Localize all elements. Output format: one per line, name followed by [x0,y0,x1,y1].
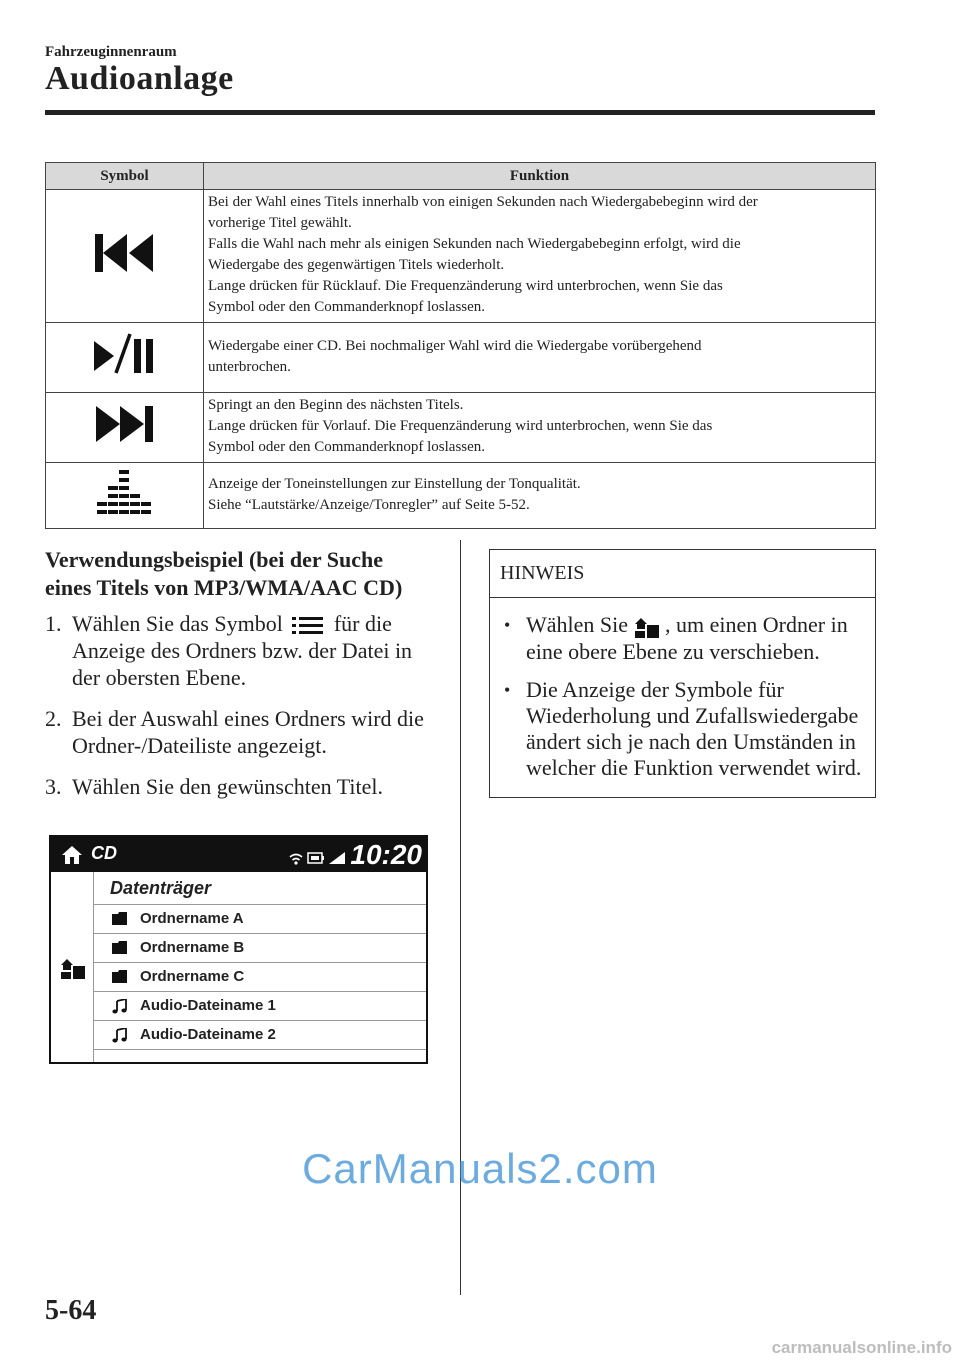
example-heading [45,546,445,602]
list-item-label: Ordnername A [140,910,244,927]
function-cell [204,463,876,529]
step-text: Bei der Auswahl eines Ordners wird die Ordner-/Dateiliste angezeigt. [72,706,424,758]
note-text: Die Anzeige der Symbole für Wiederholung und Zufallswiedergabe ändert sich je nach den Umständen in welcher die Funktion verwendet wird. [526,676,862,780]
signal-icon [328,851,346,865]
step-text: Wählen Sie den gewünschten Titel. [72,774,384,799]
column-header-function: Funktion [204,163,876,190]
example-heading-line: Verwendungsbeispiel (bei der Suche [45,547,383,572]
step-number: 3. [45,774,62,799]
note-text: , um einen Ordner in eine obere Ebene zu verschieben. [526,612,848,664]
step-text: für die Anzeige des Ordners bzw. der Datei in der obersten Ebene. [72,611,413,690]
note-text: Wählen Sie [526,612,629,637]
section-label: Fahrzeuginnenraum [45,44,177,60]
list-item-label: Audio-Dateiname 2 [140,1026,276,1043]
note-list [490,598,875,781]
battery-icon [307,852,325,864]
table-row [46,323,876,393]
symbol-cell [46,463,204,529]
step-number: 2. [45,706,62,731]
screen-side-panel [51,872,94,1062]
steps-list [45,610,445,814]
list-item-label: Ordnername C [140,968,245,985]
watermark-center: CarManuals2.com [302,1145,658,1192]
screen-status-bar [51,837,426,872]
previous-track-icon [93,231,157,275]
note-item [504,677,865,781]
list-item[interactable] [94,1021,426,1050]
list-item-label: Audio-Dateiname 1 [140,997,276,1014]
step-text: Wählen Sie das Symbol [72,611,283,636]
note-box [489,549,876,798]
description-line: vorherige Titel gewählt. [208,215,352,231]
list-item[interactable] [94,934,426,963]
equalizer-icon [97,468,153,516]
title-rule [45,110,875,115]
page-number: 5-64 [45,1295,97,1326]
list-item[interactable] [94,905,426,934]
play-pause-icon [90,331,160,377]
screen-file-list [94,872,426,1050]
table-row [46,393,876,463]
folder-icon [112,912,128,925]
description-line: Symbol oder den Commanderknopf loslassen. [208,439,486,455]
screen-clock: 10:20 [350,839,422,870]
folder-up-icon [634,615,660,639]
example-heading-line: eines Titels von MP3/WMA/AAC CD) [45,575,403,600]
home-icon[interactable] [61,845,83,865]
list-item[interactable] [94,963,426,992]
screen-list-title: Datenträger [94,872,426,905]
list-item[interactable] [94,992,426,1021]
music-note-icon [112,999,128,1014]
description-line: Lange drücken für Vorlauf. Die Frequenzänderung wird unterbrochen, wenn Sie das [208,418,713,434]
function-cell [204,323,876,393]
symbol-cell [46,190,204,323]
step-item [45,705,445,759]
description-line: Bei der Wahl eines Titels innerhalb von einigen Sekunden nach Wiedergabebeginn wird der [208,194,758,210]
description-line: Wiedergabe des gegenwärtigen Titels wiederholt. [208,257,505,273]
step-item [45,610,445,691]
step-number: 1. [45,611,62,636]
description-line: Siehe “Lautstärke/Anzeige/Tonregler” auf Seite 5-52. [208,496,530,513]
folder-up-icon[interactable] [60,956,86,980]
function-cell [204,393,876,463]
description-line: Springt an den Beginn des nächsten Titels. [208,397,464,413]
symbol-cell [46,393,204,463]
wifi-icon [289,853,303,865]
column-header-symbol: Symbol [46,163,204,190]
step-item [45,773,445,800]
screen-mode-label: CD [91,843,117,863]
description-line: Wiedergabe einer CD. Bei nochmaliger Wahl wird die Wiedergabe vorübergehend [208,337,702,354]
next-track-icon [94,404,156,444]
list-icon [288,615,328,637]
description-line: Anzeige der Toneinstellungen zur Einstellung der Tonqualität. [208,475,581,492]
table-row [46,190,876,323]
symbol-cell [46,323,204,393]
note-item [504,612,865,665]
music-note-icon [112,1028,128,1043]
function-cell [204,190,876,323]
cd-screen [49,835,428,1064]
table-row [46,463,876,529]
folder-icon [112,941,128,954]
description-line: Falls die Wahl nach mehr als einigen Sekunden nach Wiedergabebeginn erfolgt, wird die [208,236,741,252]
page-title: Audioanlage [45,60,234,97]
symbol-table [45,162,876,529]
folder-icon [112,970,128,983]
description-line: unterbrochen. [208,358,291,375]
list-item-label: Ordnername B [140,939,245,956]
watermark-bottom: carmanualsonline.info [771,1338,952,1357]
description-line: Symbol oder den Commanderknopf loslassen. [208,299,486,315]
note-title: HINWEIS [490,550,875,598]
description-line: Lange drücken für Rücklauf. Die Frequenzänderung wird unterbrochen, wenn Sie das [208,278,723,294]
